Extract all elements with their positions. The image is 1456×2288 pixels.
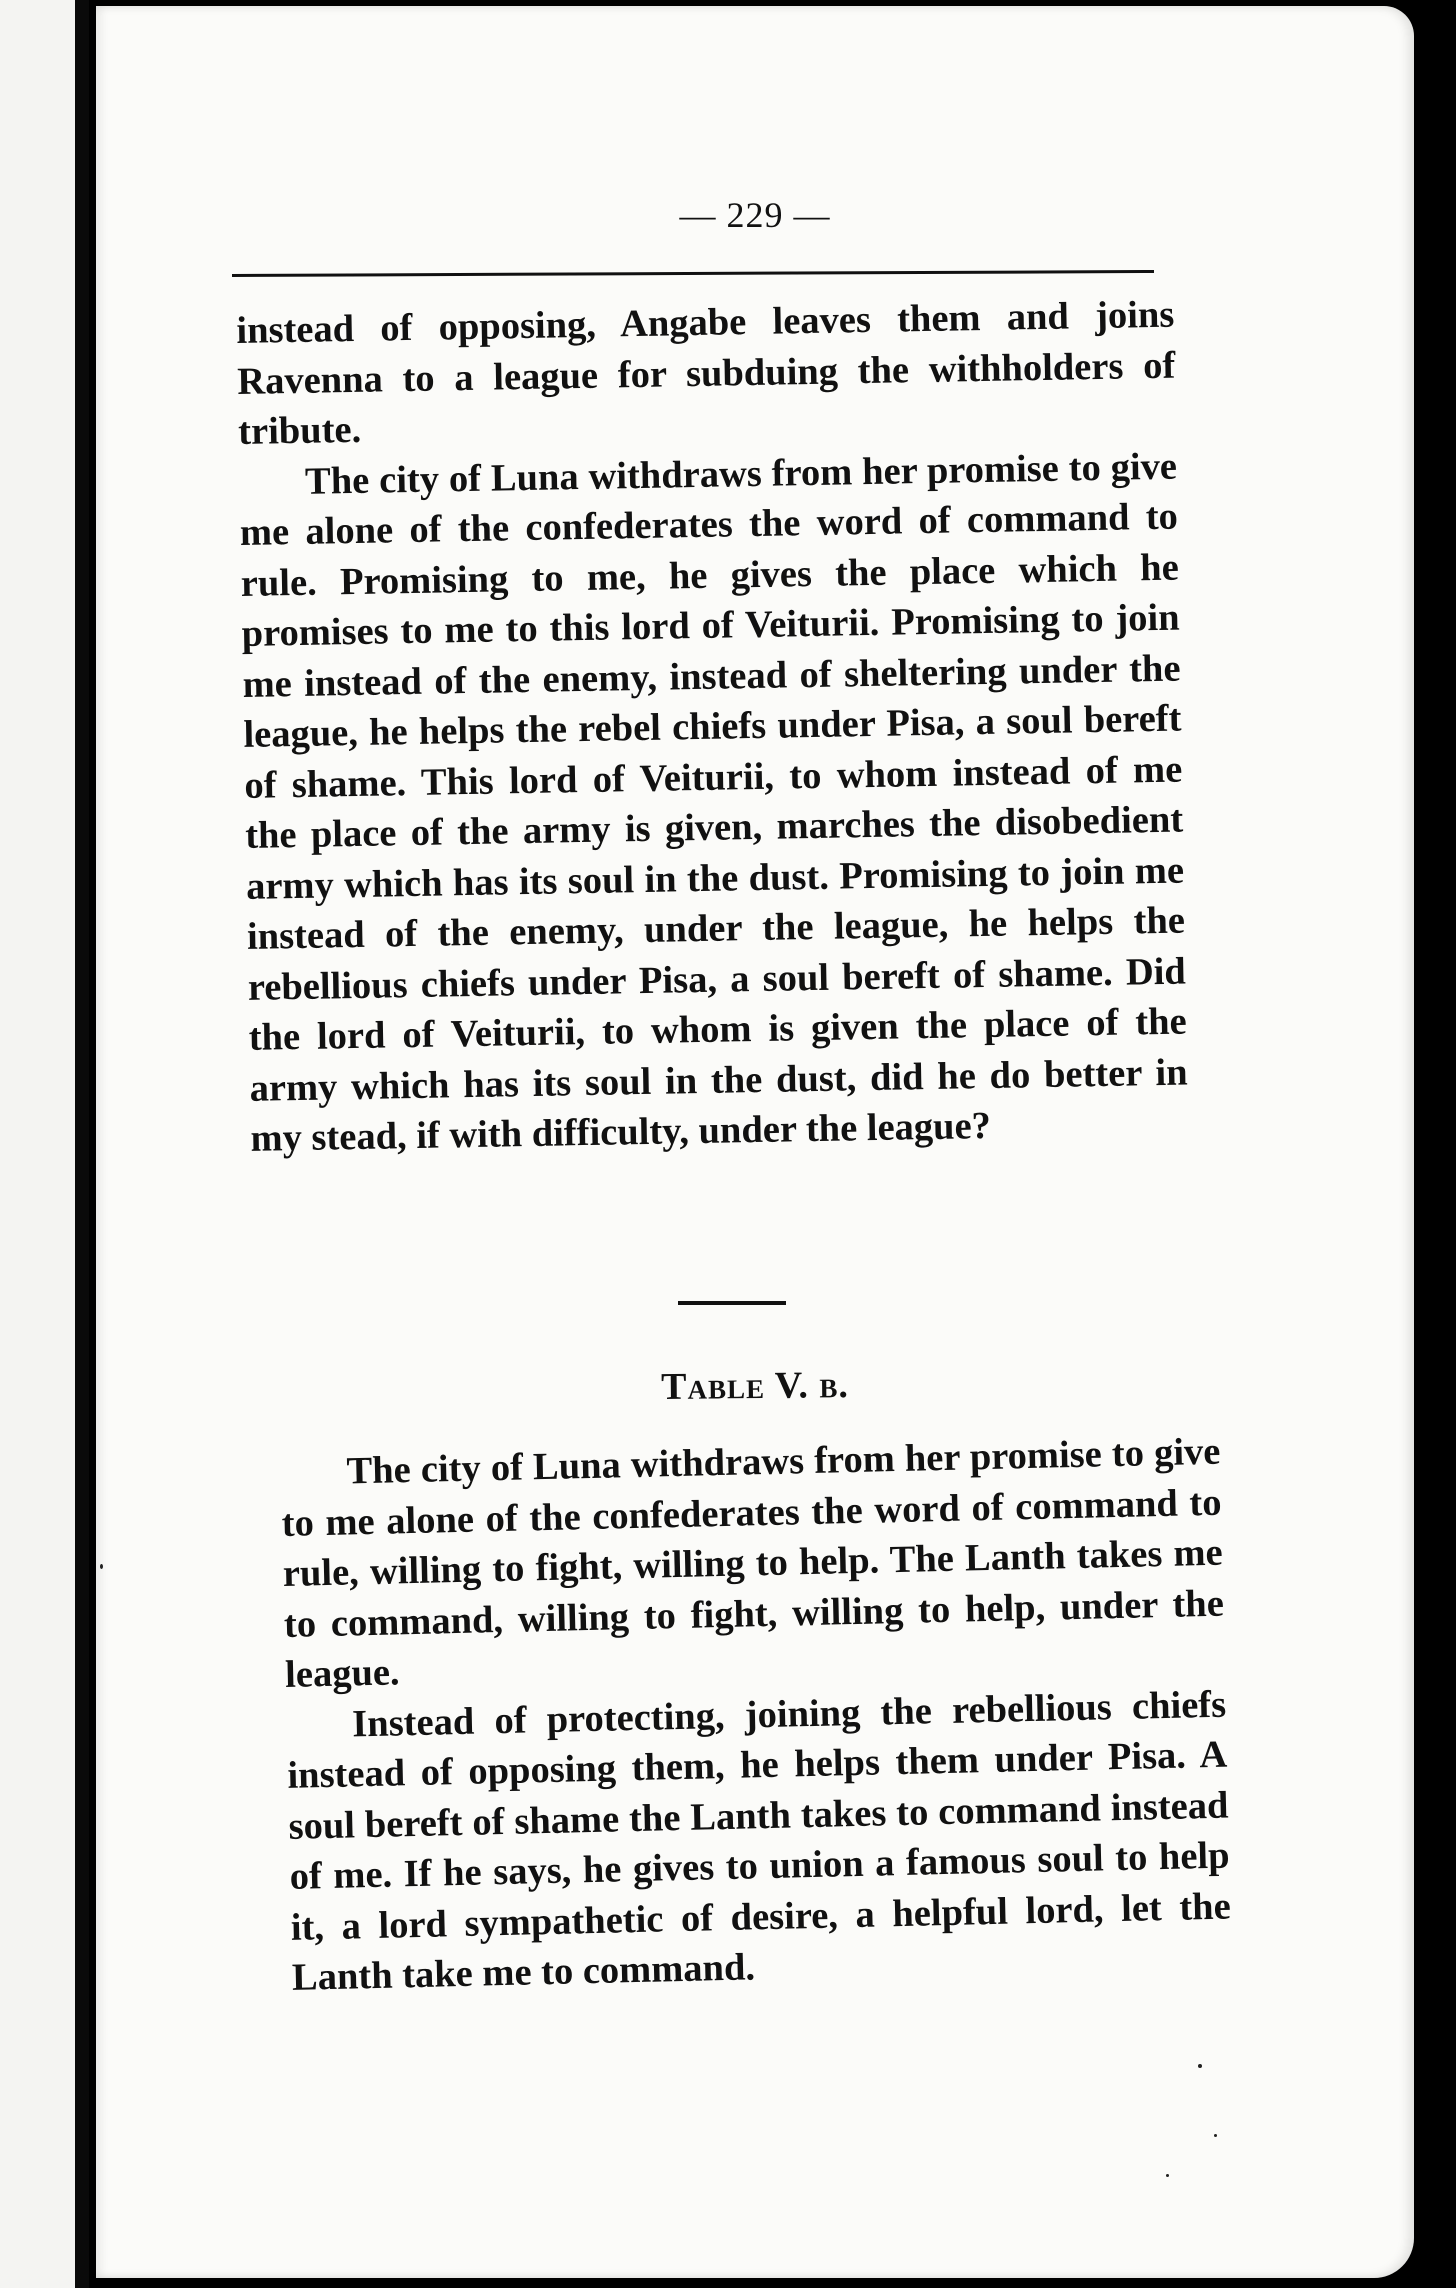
paragraph-luna-withdraws: The city of Luna withdraws from her promise to give me alone of the confederates the word of command to rule. Promising to me, he gives the place which he promises to me to this lord of Veiturii. Promising to join me instead of the enemy, instead of sheltering under the league, he helps the rebel chiefs under Pisa, a soul bereft of shame. This lord of Veiturii, to whom instead of me the place of the army is given, marches the disobedient army which has its soul in the dust. Promising to join me instead of the enemy, under the league, he helps the rebellious chiefs under Pisa, a soul bereft of shame. Did the lord of Veiturii, to whom is given the place of the army which has its soul in the dust, did he do better in my stead, if with difficulty, under the league? — [239, 445, 1188, 1160]
page-number: — 229 — — [679, 195, 831, 235]
section-heading: Table V. b. — [660, 1364, 850, 1408]
scan-speck — [1214, 2134, 1217, 2137]
scan-speck — [1198, 2064, 1202, 2068]
book-page — [96, 6, 1414, 2278]
table-v-b-text-block — [280, 1427, 1232, 2004]
paragraph-continuation: instead of opposing, Angabe leaves them and joins Ravenna to a league for subduing the withholders of tribute. — [236, 293, 1176, 453]
section-divider — [678, 1301, 786, 1305]
paragraph-table-v-b-2: Instead of protecting, joining the rebellious chiefs instead of opposing them, he helps them under Pisa. A soul bereft of shame the Lanth takes to command instead of me. If he says, he gives to union a famous soul to help it, a lord sympathetic of desire, a helpful lord, let the Lanth take me to command. — [286, 1683, 1232, 1999]
scan-speck — [100, 1564, 103, 1569]
continued-text-block — [236, 290, 1189, 1165]
header-rule — [232, 270, 1154, 277]
paragraph-table-v-b-1: The city of Luna withdraws from her promise to give to me alone of the confederates the word of command to rule, willing to fight, willing to help. The Lanth takes me to command, willing to fight, willing to help, under the league. — [281, 1430, 1225, 1696]
scan-speck — [1166, 2174, 1169, 2177]
previous-page-edge — [0, 0, 89, 2288]
